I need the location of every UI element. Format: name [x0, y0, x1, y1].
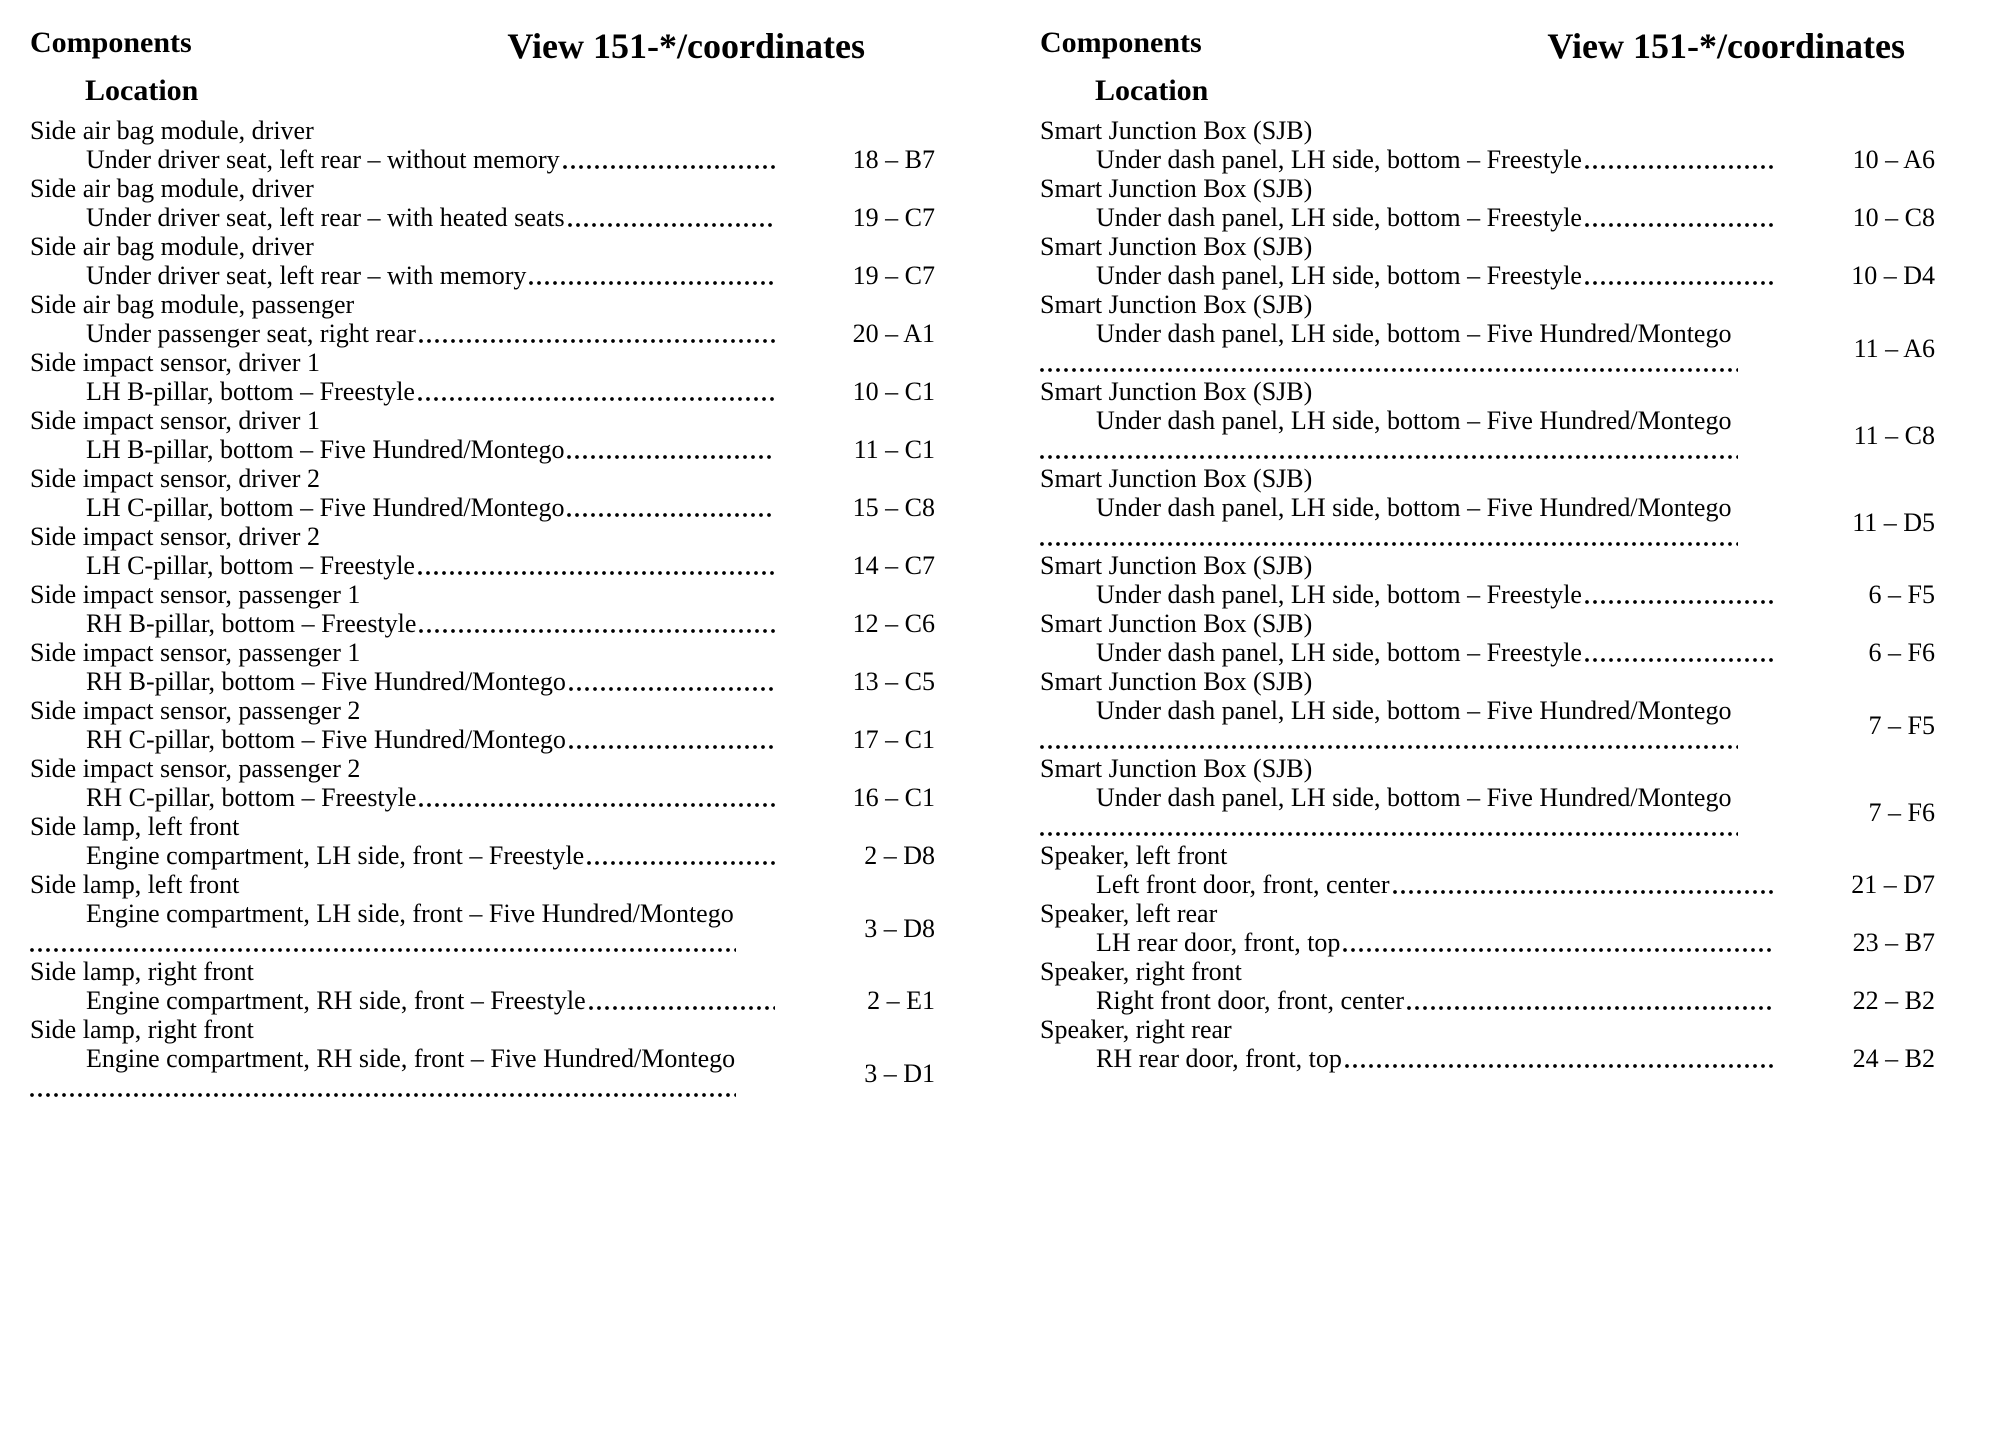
- coordinate-value: 10 – C1: [852, 377, 935, 406]
- component-entry: [30, 406, 935, 464]
- component-location: Under driver seat, left rear – with memory: [86, 261, 527, 290]
- location-row: [30, 435, 935, 464]
- component-entry: [1040, 551, 1935, 609]
- coordinate-value: 11 – C1: [853, 435, 935, 464]
- view-coordinates-heading: View 151-*/coordinates: [1547, 26, 1905, 66]
- coordinate-value: 19 – C7: [852, 261, 935, 290]
- dot-leader: [419, 803, 775, 807]
- component-name: Smart Junction Box (SJB): [1040, 667, 1313, 696]
- component-location: Under dash panel, LH side, bottom – Freestyle: [1096, 203, 1582, 232]
- component-entry: [30, 522, 935, 580]
- leader-row: [1040, 334, 1935, 377]
- component-entry: [30, 580, 935, 638]
- coordinate-value: 10 – C8: [1852, 203, 1935, 232]
- component-location: RH B-pillar, bottom – Five Hundred/Montego: [86, 667, 566, 696]
- location-heading: Location: [85, 74, 199, 107]
- component-location: Under dash panel, LH side, bottom – Five Hundred/Montego: [1096, 406, 1732, 435]
- coordinate-value: 11 – C8: [1853, 421, 1935, 450]
- location-row: [1040, 870, 1935, 899]
- component-entry: [1040, 464, 1935, 551]
- leader-row: [1040, 508, 1935, 551]
- location-row: [30, 493, 935, 522]
- location-row: [30, 145, 935, 174]
- left-column-header: [30, 26, 935, 66]
- dot-leader: [1585, 165, 1775, 169]
- coordinate-value: 3 – D1: [864, 1059, 935, 1088]
- component-name: Side impact sensor, passenger 1: [30, 580, 361, 609]
- coordinate-value: 23 – B7: [1852, 928, 1935, 957]
- component-entry: [30, 174, 935, 232]
- location-row: [30, 986, 935, 1015]
- component-entry: [30, 754, 935, 812]
- location-row: [30, 667, 935, 696]
- component-entry: [1040, 754, 1935, 841]
- component-entry: [30, 1015, 935, 1102]
- component-entry: [30, 232, 935, 290]
- coordinate-value: 7 – F5: [1868, 711, 1935, 740]
- coordinate-value: 12 – C6: [852, 609, 935, 638]
- component-name: Side air bag module, driver: [30, 116, 314, 145]
- component-location: Under dash panel, LH side, bottom – Freestyle: [1096, 580, 1582, 609]
- dot-leader: [1040, 368, 1738, 372]
- dot-leader: [569, 687, 775, 691]
- component-entry: [1040, 609, 1935, 667]
- location-row: [30, 261, 935, 290]
- component-name: Smart Junction Box (SJB): [1040, 754, 1313, 783]
- component-location: Under dash panel, LH side, bottom – Five Hundred/Montego: [1096, 696, 1732, 725]
- component-entry: [1040, 841, 1935, 899]
- component-name: Smart Junction Box (SJB): [1040, 232, 1313, 261]
- component-name: Side impact sensor, passenger 2: [30, 754, 361, 783]
- component-name: Side air bag module, passenger: [30, 290, 355, 319]
- component-name: Speaker, right front: [1040, 957, 1242, 986]
- leader-row: [30, 914, 935, 957]
- component-location: Under dash panel, LH side, bottom – Freestyle: [1096, 261, 1582, 290]
- component-name: Smart Junction Box (SJB): [1040, 377, 1313, 406]
- coordinate-value: 21 – D7: [1851, 870, 1935, 899]
- dot-leader: [1393, 890, 1775, 894]
- component-name: Smart Junction Box (SJB): [1040, 116, 1313, 145]
- dot-leader: [1585, 600, 1775, 604]
- dot-leader: [568, 223, 775, 227]
- dot-leader: [567, 455, 775, 459]
- component-location: Under dash panel, LH side, bottom – Five Hundred/Montego: [1096, 783, 1732, 812]
- component-name: Smart Junction Box (SJB): [1040, 464, 1313, 493]
- dot-leader: [587, 861, 775, 865]
- component-name: Side impact sensor, driver 2: [30, 522, 320, 551]
- component-name: Smart Junction Box (SJB): [1040, 609, 1313, 638]
- component-location: LH B-pillar, bottom – Five Hundred/Montego: [86, 435, 565, 464]
- location-row: [1040, 986, 1935, 1015]
- coordinate-value: 22 – B2: [1852, 986, 1935, 1015]
- dot-leader: [418, 397, 775, 401]
- component-name: Side impact sensor, driver 1: [30, 406, 320, 435]
- component-location: LH rear door, front, top: [1096, 928, 1341, 957]
- components-heading: Components: [1040, 26, 1202, 59]
- component-name: Side impact sensor, driver 1: [30, 348, 320, 377]
- component-entry: [30, 116, 935, 174]
- component-entry: [30, 696, 935, 754]
- coordinate-value: 2 – E1: [867, 986, 935, 1015]
- component-location: LH C-pillar, bottom – Five Hundred/Montego: [86, 493, 565, 522]
- component-location: Left front door, front, center: [1096, 870, 1390, 899]
- component-location: Under dash panel, LH side, bottom – Five Hundred/Montego: [1096, 319, 1732, 348]
- coordinate-value: 10 – A6: [1852, 145, 1935, 174]
- location-row: [1040, 928, 1935, 957]
- component-entry: [1040, 667, 1935, 754]
- coordinate-value: 11 – A6: [1853, 334, 1935, 363]
- component-entry: [30, 957, 935, 1015]
- location-row: [30, 841, 935, 870]
- location-row: [1040, 145, 1935, 174]
- dot-leader: [419, 339, 775, 343]
- coordinate-value: 2 – D8: [864, 841, 935, 870]
- leader-row: [1040, 711, 1935, 754]
- dot-leader: [1585, 223, 1775, 227]
- component-location: Right front door, front, center: [1096, 986, 1404, 1015]
- location-row: [1040, 203, 1935, 232]
- dot-leader: [30, 948, 736, 952]
- component-location: LH C-pillar, bottom – Freestyle: [86, 551, 415, 580]
- component-location: Under passenger seat, right rear: [86, 319, 416, 348]
- dot-leader: [1345, 1064, 1775, 1068]
- component-entry: [1040, 1015, 1935, 1073]
- dot-leader: [1407, 1006, 1775, 1010]
- component-name: Smart Junction Box (SJB): [1040, 551, 1313, 580]
- component-list: [30, 116, 935, 1102]
- component-entry: [1040, 174, 1935, 232]
- dot-leader: [589, 1006, 775, 1010]
- left-column: [30, 26, 935, 1102]
- component-location: Under dash panel, LH side, bottom – Freestyle: [1096, 638, 1582, 667]
- coordinate-value: 3 – D8: [864, 914, 935, 943]
- coordinate-value: 18 – B7: [852, 145, 935, 174]
- component-name: Speaker, left rear: [1040, 899, 1218, 928]
- dot-leader: [1040, 745, 1738, 749]
- component-location: Under dash panel, LH side, bottom – Freestyle: [1096, 145, 1582, 174]
- component-location: RH B-pillar, bottom – Freestyle: [86, 609, 417, 638]
- component-name: Side lamp, right front: [30, 1015, 254, 1044]
- coordinate-value: 11 – D5: [1852, 508, 1935, 537]
- component-name: Smart Junction Box (SJB): [1040, 290, 1313, 319]
- component-name: Side air bag module, driver: [30, 174, 314, 203]
- component-location: Under driver seat, left rear – without memory: [86, 145, 560, 174]
- location-row: [30, 319, 935, 348]
- components-heading: Components: [30, 26, 192, 59]
- dot-leader: [418, 571, 775, 575]
- coordinate-value: 24 – B2: [1852, 1044, 1935, 1073]
- component-name: Side impact sensor, passenger 1: [30, 638, 361, 667]
- component-location: RH C-pillar, bottom – Freestyle: [86, 783, 417, 812]
- component-list: [1040, 116, 1935, 1073]
- component-name: Side lamp, left front: [30, 870, 240, 899]
- component-location: Engine compartment, LH side, front – Freestyle: [86, 841, 585, 870]
- component-name: Speaker, right rear: [1040, 1015, 1232, 1044]
- dot-leader: [1040, 832, 1738, 836]
- component-location: Engine compartment, LH side, front – Five Hundred/Montego: [86, 899, 734, 928]
- component-entry: [30, 638, 935, 696]
- component-entry: [1040, 232, 1935, 290]
- leader-row: [1040, 798, 1935, 841]
- location-row: [30, 377, 935, 406]
- component-location: Under driver seat, left rear – with heated seats: [86, 203, 565, 232]
- component-location: Under dash panel, LH side, bottom – Five Hundred/Montego: [1096, 493, 1732, 522]
- view-coordinates-heading: View 151-*/coordinates: [507, 26, 865, 66]
- location-row: [30, 725, 935, 754]
- component-entry: [30, 812, 935, 870]
- component-entry: [1040, 377, 1935, 464]
- dot-leader: [1585, 281, 1775, 285]
- coordinate-value: 20 – A1: [852, 319, 935, 348]
- dot-leader: [1585, 658, 1775, 662]
- component-name: Side impact sensor, driver 2: [30, 464, 320, 493]
- right-column-header: [1040, 26, 1935, 66]
- coordinate-value: 19 – C7: [852, 203, 935, 232]
- component-name: Side air bag module, driver: [30, 232, 314, 261]
- coordinate-value: 15 – C8: [852, 493, 935, 522]
- dot-leader: [529, 281, 775, 285]
- coordinate-value: 10 – D4: [1851, 261, 1935, 290]
- dot-leader: [1040, 542, 1738, 546]
- component-entry: [1040, 116, 1935, 174]
- component-name: Smart Junction Box (SJB): [1040, 174, 1313, 203]
- component-entry: [1040, 899, 1935, 957]
- location-row: [30, 609, 935, 638]
- component-location: Engine compartment, RH side, front – Freestyle: [86, 986, 586, 1015]
- location-row: [1040, 638, 1935, 667]
- dot-leader: [30, 1093, 736, 1097]
- coordinate-value: 17 – C1: [852, 725, 935, 754]
- dot-leader: [1343, 948, 1775, 952]
- location-row: [1040, 261, 1935, 290]
- component-location: RH rear door, front, top: [1096, 1044, 1342, 1073]
- component-name: Side lamp, right front: [30, 957, 254, 986]
- right-column: [1040, 26, 1935, 1073]
- component-entry: [30, 870, 935, 957]
- component-location: LH B-pillar, bottom – Freestyle: [86, 377, 415, 406]
- location-row: [30, 783, 935, 812]
- dot-leader: [569, 745, 775, 749]
- coordinate-value: 6 – F6: [1868, 638, 1935, 667]
- component-entry: [30, 348, 935, 406]
- leader-row: [1040, 421, 1935, 464]
- component-name: Speaker, left front: [1040, 841, 1228, 870]
- leader-row: [30, 1059, 935, 1102]
- dot-leader: [1040, 455, 1738, 459]
- coordinate-value: 6 – F5: [1868, 580, 1935, 609]
- coordinate-value: 14 – C7: [852, 551, 935, 580]
- component-entry: [30, 464, 935, 522]
- dot-leader: [567, 513, 775, 517]
- component-name: Side impact sensor, passenger 2: [30, 696, 361, 725]
- coordinate-value: 7 – F6: [1868, 798, 1935, 827]
- coordinate-value: 13 – C5: [852, 667, 935, 696]
- component-name: Side lamp, left front: [30, 812, 240, 841]
- location-heading: Location: [1095, 74, 1209, 107]
- component-entry: [1040, 290, 1935, 377]
- coordinate-value: 16 – C1: [852, 783, 935, 812]
- component-entry: [30, 290, 935, 348]
- dot-leader: [563, 165, 775, 169]
- location-row: [1040, 1044, 1935, 1073]
- location-row: [30, 551, 935, 580]
- component-location: RH C-pillar, bottom – Five Hundred/Montego: [86, 725, 566, 754]
- location-row: [1040, 580, 1935, 609]
- dot-leader: [419, 629, 775, 633]
- component-location: Engine compartment, RH side, front – Five Hundred/Montego: [86, 1044, 736, 1073]
- component-entry: [1040, 957, 1935, 1015]
- location-row: [30, 203, 935, 232]
